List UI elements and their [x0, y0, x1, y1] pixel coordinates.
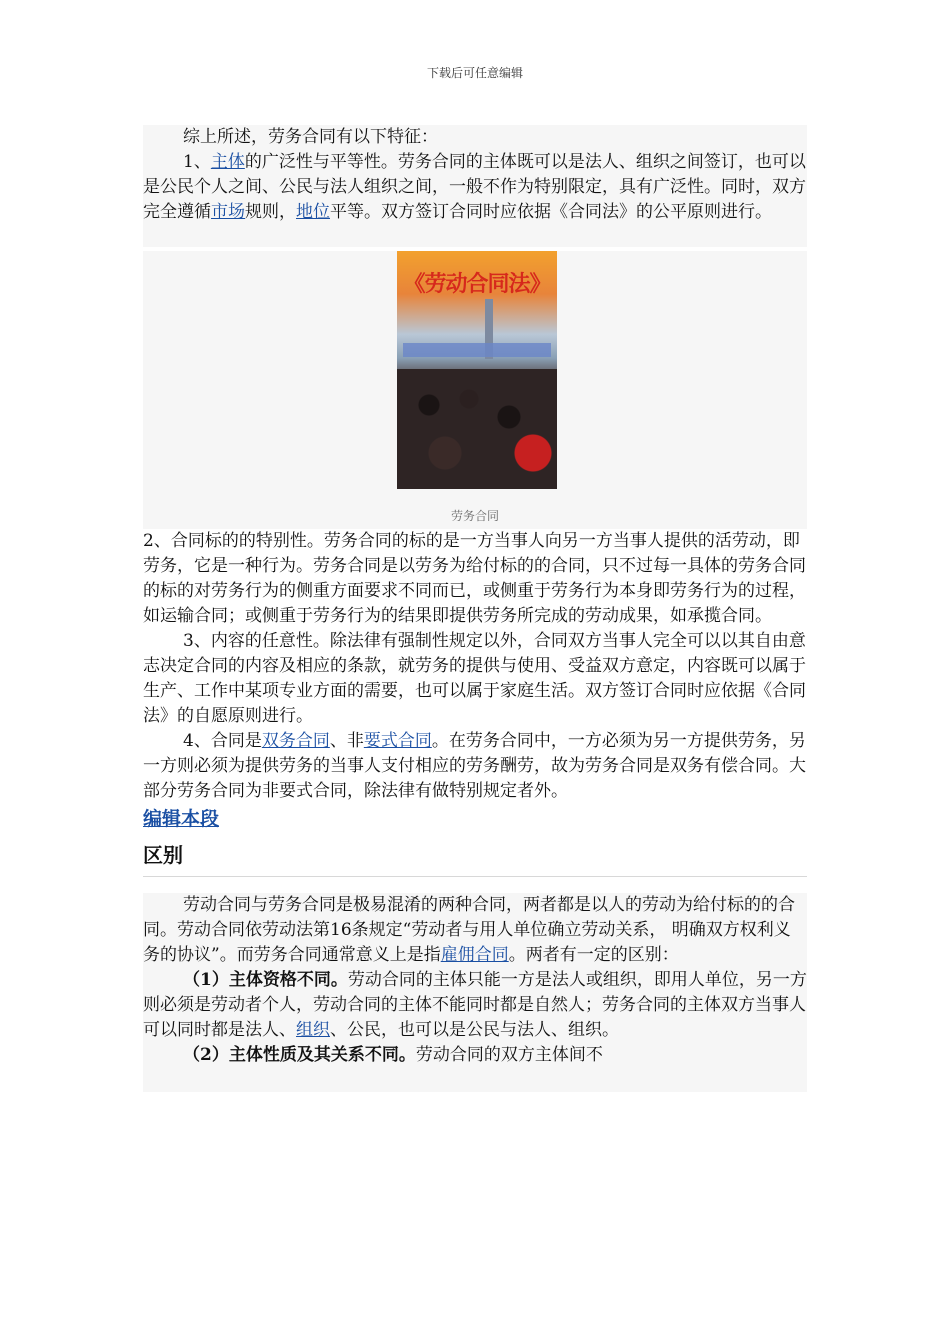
feature-1-text-a: 的广泛性与平等性。劳务合同的主体既可以是法人、组织之间签订，也可以是公民个人之间、公民与法人组织之间，一般不作为特别限定，具有广泛性。同时，双方完全遵循 — [143, 152, 806, 222]
feature-1-text-b: 规则， — [245, 202, 296, 222]
intro-block — [143, 125, 807, 247]
link-employment-contract[interactable]: 雇佣合同 — [440, 945, 509, 965]
book-cover-image — [397, 251, 557, 489]
difference-intro-text-b: 。两者有一定的区别： — [508, 945, 679, 965]
difference-2-paragraph — [143, 1043, 807, 1068]
link-status[interactable]: 地位 — [296, 202, 330, 222]
page-header: 下载后可任意编辑 — [426, 66, 523, 80]
difference-1-paragraph — [143, 968, 807, 1043]
link-organization[interactable]: 组织 — [296, 1020, 330, 1040]
feature-4-text-a: 4、合同是 — [183, 731, 262, 751]
figure-block — [143, 251, 807, 529]
crowd-shape — [397, 369, 557, 489]
feature-4-text-b: 、非 — [329, 731, 364, 751]
feature-1-paragraph — [143, 150, 807, 247]
intro-paragraph: 综上所述，劳务合同有以下特征： — [183, 127, 438, 147]
feature-1-prefix: 1、 — [183, 152, 211, 172]
difference-intro-text-a: 劳动合同与劳务合同是极易混淆的两种合同，两者都是以人的劳动为给付标的的合同。劳动合同依劳动法第16条规定“劳动者与用人单位确立劳动关系， 明确双方权利义务的协议”。而劳务合同通常意义上是指 — [143, 895, 795, 965]
difference-1-text-a: 劳动合同的主体只能一方是法人或组织，即用人单位，另一方则必须是劳动者个人，劳动合同的主体不能同时都是自然人；劳务合同的主体双方当事人可以同时都是法人、 — [143, 970, 807, 1040]
link-market[interactable]: 市场 — [211, 202, 245, 222]
section-heading: 区别 — [143, 840, 807, 877]
difference-2-text: 劳动合同的双方主体间不 — [415, 1045, 603, 1065]
link-bilateral-contract[interactable]: 双务合同 — [261, 731, 330, 751]
link-formal-contract[interactable]: 要式合同 — [363, 731, 432, 751]
difference-block — [143, 893, 807, 1092]
feature-1-text-c: 平等。双方签订合同时应依据《合同法》的公平原则进行。 — [330, 202, 772, 222]
book-cover-title: 《劳动合同法》 — [403, 272, 551, 297]
difference-intro-paragraph — [143, 893, 807, 968]
article-body — [143, 125, 807, 1092]
difference-1-text-b: 、公民，也可以是公民与法人、组织。 — [330, 1020, 619, 1040]
feature-2-paragraph: 2、合同标的的特别性。劳务合同的标的是一方当事人向另一方当事人提供的活劳动，即劳务，它是一种行为。劳务合同是以劳务为给付标的的合同，只不过每一具体的劳务合同的标的对劳务行为的侧重方面要求不同而已，或侧重于劳务行为本身即劳务行为的过程，如运输合同；或侧重于劳务行为的结果即提供劳务所完成的劳动成果，如承揽合同。 — [143, 531, 806, 626]
figure-caption: 劳务合同 — [450, 509, 499, 523]
feature-4-text-c: 。在劳务合同中，一方必须为另一方提供劳务，另一方则必须为提供劳务的当事人支付相应的劳务酬劳，故为劳务合同是双务有偿合同。大部分劳务合同为非要式合同，除法律有做特别规定者外。 — [143, 731, 806, 801]
feature-4-paragraph — [143, 729, 807, 804]
cover-band — [403, 343, 551, 357]
link-subject[interactable]: 主体 — [210, 152, 245, 172]
edit-section-link[interactable]: 编辑本段 — [143, 808, 220, 830]
difference-1-heading: （1）主体资格不同。 — [183, 970, 348, 990]
feature-3-paragraph: 3、内容的任意性。除法律有强制性规定以外，合同双方当事人完全可以以其自由意志决定合同的内容及相应的条款，就劳务的提供与使用、受益双方意定，内容既可以属于生产、工作中某项专业方面的需要，也可以属于家庭生活。双方签订合同时应依据《合同法》的自愿原则进行。 — [143, 631, 806, 726]
difference-2-heading: （2）主体性质及其关系不同。 — [183, 1045, 416, 1065]
